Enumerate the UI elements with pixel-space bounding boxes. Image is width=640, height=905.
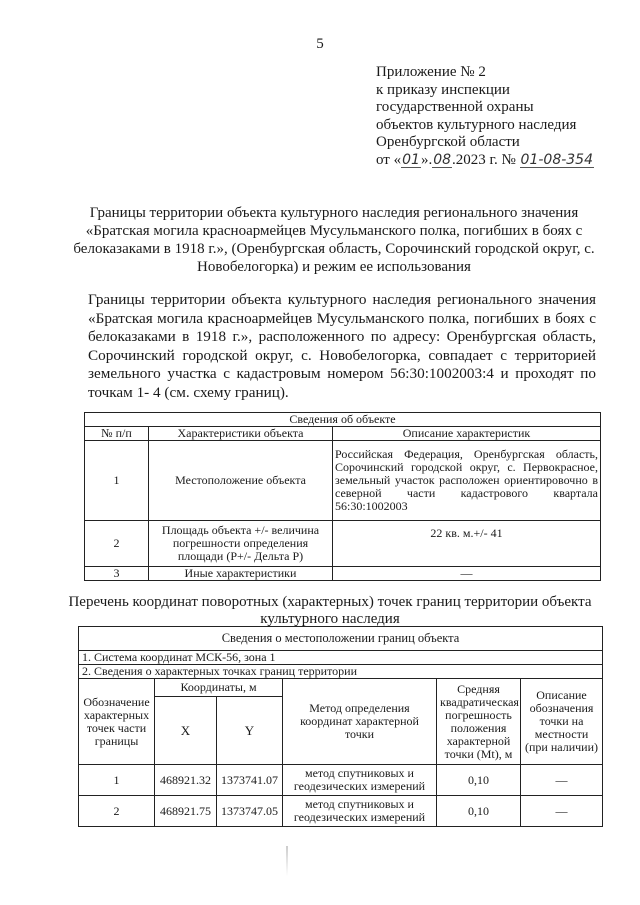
coord-x: 468921.75	[155, 796, 217, 827]
handwritten-month: 08	[433, 151, 452, 168]
column-header: Характеристики объекта	[149, 427, 333, 441]
characteristic-name: Иные характеристики	[149, 567, 333, 581]
method: метод спутниковых и геодезических измерений	[283, 765, 437, 796]
error: 0,10	[437, 765, 521, 796]
method: метод спутниковых и геодезических измерений	[283, 796, 437, 827]
appendix-line: Оренбургской области	[376, 134, 520, 150]
appendix-line: к приказу инспекции	[376, 81, 510, 98]
description: —	[521, 765, 603, 796]
paper-crease-mark	[286, 846, 288, 876]
point-id: 1	[79, 765, 155, 796]
characteristic-value: 22 кв. м.+/- 41	[333, 521, 601, 567]
handwritten-day: 01	[402, 151, 420, 168]
order-date-line	[376, 152, 594, 170]
row-number: 3	[85, 567, 149, 581]
characteristic-name: Площадь объекта +/- величина погрешности определения площади (Р+/- Дельта Р)	[149, 521, 333, 567]
coord-y: 1373747.05	[217, 796, 283, 827]
appendix-block	[376, 64, 594, 169]
row-number: 1	[85, 441, 149, 521]
appendix-line: объектов культурного наследия	[376, 116, 577, 133]
table-caption: Сведения о местоположении границ объекта	[79, 627, 603, 651]
column-header-coords: Координаты, м	[155, 679, 283, 697]
coord-x: 468921.32	[155, 765, 217, 796]
handwritten-order-number: 01-08-354	[520, 151, 594, 168]
date-prefix: от «	[376, 151, 402, 168]
row-number: 2	[85, 521, 149, 567]
table-row	[79, 765, 603, 796]
column-header-point: Обозначение характерных точек части границы	[79, 679, 155, 765]
coord-y: 1373741.07	[217, 765, 283, 796]
column-header-method: Метод определения координат характерной точки	[283, 679, 437, 765]
column-header-y: Y	[217, 697, 283, 765]
date-year: .2023 г. №	[452, 151, 516, 168]
coordinates-table	[78, 626, 603, 827]
description: —	[521, 796, 603, 827]
table-row	[85, 441, 601, 521]
characteristic-name: Местоположение объекта	[149, 441, 333, 521]
document-title: Границы территории объекта культурного наследия регионального значения «Братская могила красноармейцев Мусульманского полка, погибших в боях с белоказаками в 1918 г.», (Оренбургская область, Сорочинский городской округ, с. Новобелогорка) и режим ее использования	[73, 205, 595, 275]
coordinate-system: 1. Система координат МСК-56, зона 1	[79, 651, 603, 665]
coordinates-title: Перечень координат поворотных (характерных) точек границ территории объекта культурного наследия	[68, 594, 592, 627]
characteristic-value: —	[333, 567, 601, 581]
point-id: 2	[79, 796, 155, 827]
column-header-description: Описание обозначения точки на местности (при наличии)	[521, 679, 603, 765]
appendix-line: государственной охраны	[376, 99, 534, 115]
column-header-x: X	[155, 697, 217, 765]
points-caption: 2. Сведения о характерных точках границ территории	[79, 665, 603, 679]
table-row	[85, 521, 601, 567]
date-mid: ».	[420, 151, 433, 168]
table-caption: Сведения об объекте	[85, 413, 601, 427]
error: 0,10	[437, 796, 521, 827]
column-header: Описание характеристик	[333, 427, 601, 441]
table-row	[85, 567, 601, 581]
boundary-description: Границы территории объекта культурного наследия регионального значения «Братская могила красноармейцев Мусульманского полка, погибших в боях с белоказаками в 1918 г.», расположенного по адресу: Оренбургская область, Сорочинский городской округ, с. Новобелогорка, совпадает с территорией земельного участка с кадастровым номером 56:30:1002003:4 и проходят по точкам 1- 4 (см. схему границ).	[88, 291, 596, 401]
page-number: 5	[316, 36, 324, 52]
appendix-title: Приложение № 2	[376, 64, 486, 80]
table-row	[79, 796, 603, 827]
characteristic-value: Российская Федерация, Оренбургская область, Сорочинский городской округ, с. Первокрасное, земельный участок расположен ориентировочно в северной части кадастрового квартала 56:30:1002003	[333, 441, 601, 521]
column-header-error: Средняя квадратическая погрешность положения характерной точки (Mt), м	[437, 679, 521, 765]
object-info-table	[84, 412, 601, 581]
column-header: № п/п	[85, 427, 149, 441]
